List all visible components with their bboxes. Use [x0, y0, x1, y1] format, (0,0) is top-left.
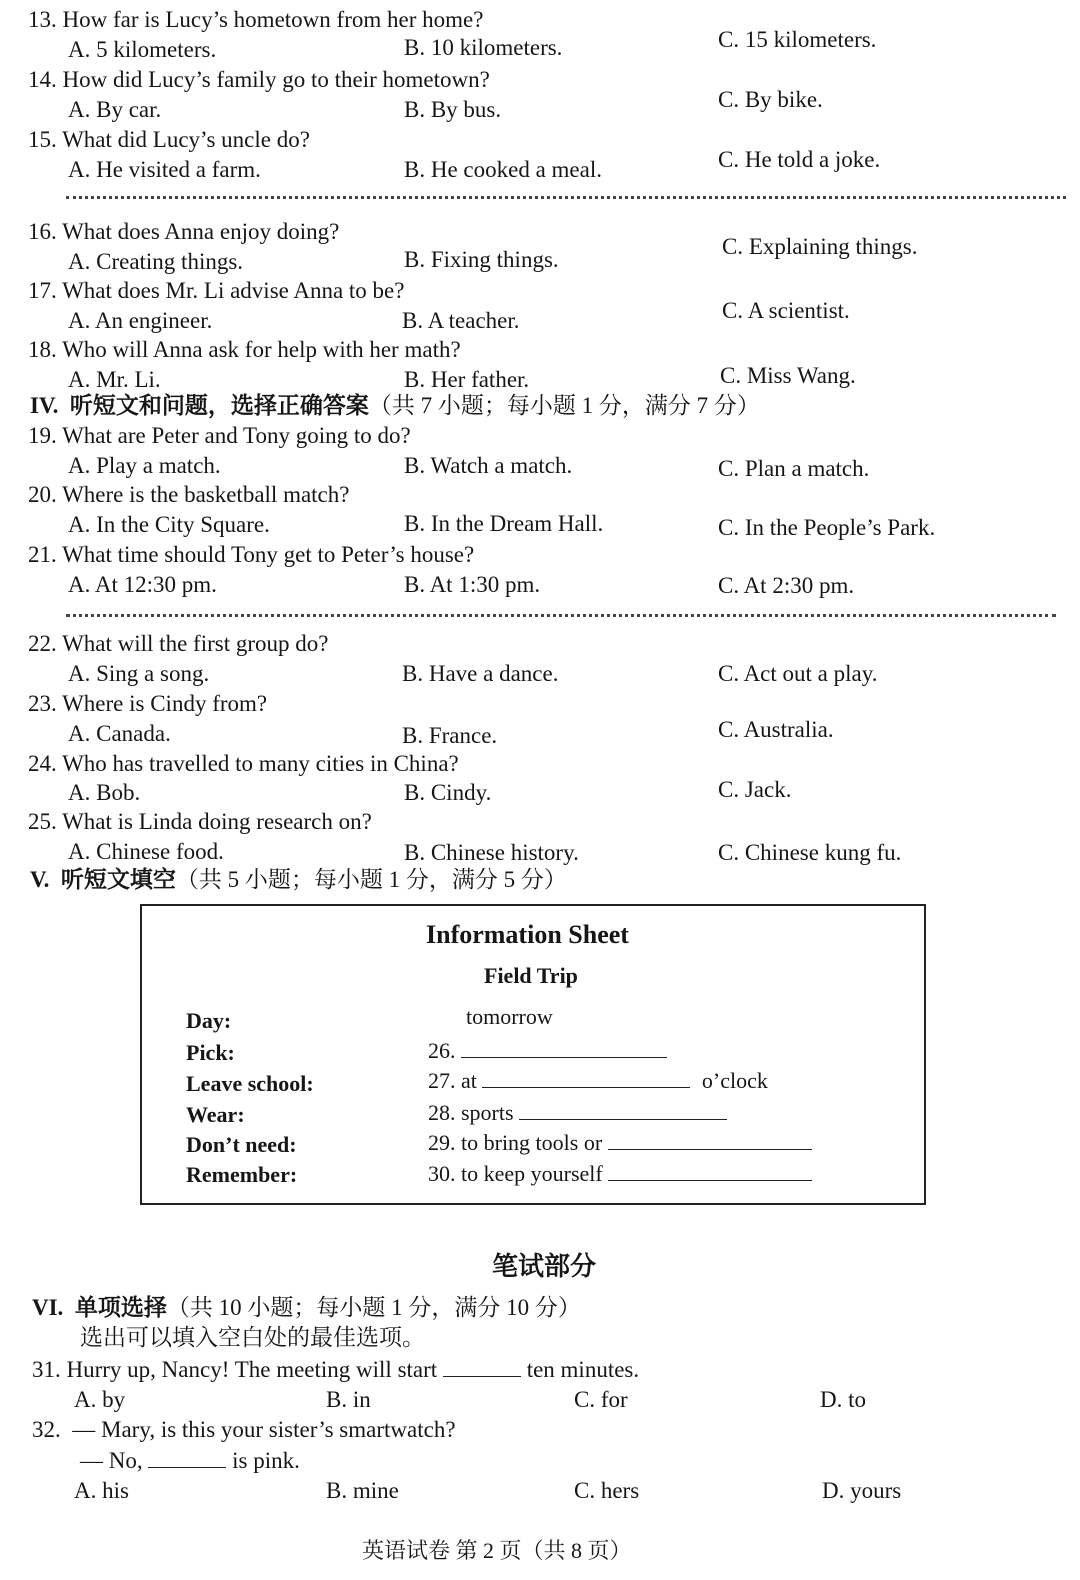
option-c[interactable]: C. Australia.: [718, 717, 834, 742]
option-b[interactable]: B. France.: [402, 723, 498, 748]
answer-blank-31[interactable]: [443, 1356, 521, 1377]
section-vi-heading: VI. 单项选择（共 10 小题；每小题 1 分，满分 10 分）: [32, 1295, 581, 1320]
option-a[interactable]: A. Mr. Li.: [68, 367, 161, 392]
answer-blank-27[interactable]: [482, 1067, 690, 1088]
option-c[interactable]: C. A scientist.: [722, 298, 850, 323]
question-stem: 21. What time should Tony get to Peter’s house?: [28, 542, 475, 567]
option-a[interactable]: A. An engineer.: [68, 308, 213, 333]
option-a[interactable]: A. In the City Square.: [68, 512, 270, 537]
row-label-pick: Pick:: [186, 1040, 235, 1065]
option-c[interactable]: C. At 2:30 pm.: [718, 573, 855, 598]
question-stem: 15. What did Lucy’s uncle do?: [28, 127, 310, 152]
written-part-heading: 笔试部分: [492, 1252, 597, 1281]
option-b[interactable]: B. Have a dance.: [402, 661, 559, 686]
row-label-remember: Remember:: [186, 1162, 298, 1187]
option-c[interactable]: C. for: [574, 1387, 628, 1412]
option-c[interactable]: C. 15 kilometers.: [718, 27, 877, 52]
option-a[interactable]: A. By car.: [68, 97, 162, 122]
answer-blank-28[interactable]: [519, 1099, 727, 1120]
option-b[interactable]: B. At 1:30 pm.: [404, 572, 541, 597]
info-sheet-subtitle: Field Trip: [484, 963, 578, 988]
information-sheet-box: [140, 904, 926, 1205]
question-stem: 19. What are Peter and Tony going to do?: [28, 423, 411, 448]
question-stem: 14. How did Lucy’s family go to their hometown?: [28, 67, 490, 92]
answer-blank-30[interactable]: [608, 1160, 812, 1181]
row-blank-29: 29. to bring tools or: [428, 1129, 812, 1156]
question-stem: 23. Where is Cindy from?: [28, 691, 268, 716]
question-stem: 31. Hurry up, Nancy! The meeting will start ten minutes.: [32, 1357, 640, 1382]
option-b[interactable]: B. In the Dream Hall.: [404, 511, 604, 536]
row-blank-28: 28. sports: [428, 1099, 727, 1126]
option-b[interactable]: B. Her father.: [404, 367, 530, 392]
option-a[interactable]: A. by: [74, 1387, 126, 1412]
option-a[interactable]: A. Play a match.: [68, 453, 221, 478]
option-a[interactable]: A. Creating things.: [68, 249, 244, 274]
option-b[interactable]: B. 10 kilometers.: [404, 35, 563, 60]
answer-blank-32[interactable]: [148, 1447, 226, 1468]
row-label-wear: Wear:: [186, 1102, 245, 1127]
option-c[interactable]: C. Chinese kung fu.: [718, 840, 902, 865]
option-b[interactable]: B. He cooked a meal.: [404, 157, 602, 182]
option-c[interactable]: C. hers: [574, 1478, 640, 1503]
option-b[interactable]: B. Watch a match.: [404, 453, 573, 478]
row-value-day: tomorrow: [466, 1004, 553, 1029]
option-c[interactable]: C. Miss Wang.: [720, 363, 856, 388]
info-sheet-title: Information Sheet: [426, 920, 629, 949]
option-c[interactable]: C. Explaining things.: [722, 234, 918, 259]
option-b[interactable]: B. A teacher.: [402, 308, 520, 333]
question-stem: 17. What does Mr. Li advise Anna to be?: [28, 278, 405, 303]
row-label-day: Day:: [186, 1008, 232, 1033]
question-stem: 18. Who will Anna ask for help with her math?: [28, 337, 461, 362]
page-footer: 英语试卷 第 2 页（共 8 页）: [362, 1538, 632, 1563]
option-b[interactable]: B. Chinese history.: [404, 840, 579, 865]
question-stem: 32. — Mary, is this your sister’s smartwatch?: [32, 1417, 456, 1442]
answer-blank-29[interactable]: [608, 1129, 812, 1150]
row-label-dont-need: Don’t need:: [186, 1132, 297, 1157]
dotted-divider: [66, 196, 1066, 199]
section-vi-instruction: 选出可以填入空白处的最佳选项。: [80, 1325, 425, 1350]
option-d[interactable]: D. yours: [822, 1478, 902, 1503]
option-b[interactable]: B. in: [326, 1387, 371, 1412]
question-stem: 25. What is Linda doing research on?: [28, 809, 372, 834]
option-c[interactable]: C. By bike.: [718, 87, 823, 112]
option-c[interactable]: C. Plan a match.: [718, 456, 870, 481]
section-v-heading: V. 听短文填空（共 5 小题；每小题 1 分，满分 5 分）: [30, 867, 567, 892]
option-a[interactable]: A. Chinese food.: [68, 839, 224, 864]
question-stem: 24. Who has travelled to many cities in China?: [28, 751, 459, 776]
option-a[interactable]: A. Sing a song.: [68, 661, 210, 686]
question-stem: 16. What does Anna enjoy doing?: [28, 219, 340, 244]
row-blank-26: 26.: [428, 1037, 667, 1064]
option-b[interactable]: B. Cindy.: [404, 780, 492, 805]
option-d[interactable]: D. to: [820, 1387, 866, 1412]
option-b[interactable]: B. Fixing things.: [404, 247, 559, 272]
option-b[interactable]: B. By bus.: [404, 97, 502, 122]
option-a[interactable]: A. his: [74, 1478, 129, 1503]
answer-blank-26[interactable]: [461, 1037, 667, 1058]
option-a[interactable]: A. Bob.: [68, 780, 141, 805]
option-c[interactable]: C. He told a joke.: [718, 147, 881, 172]
question-reply: — No, is pink.: [80, 1448, 300, 1473]
option-b[interactable]: B. mine: [326, 1478, 399, 1503]
row-blank-30: 30. to keep yourself: [428, 1160, 812, 1187]
option-c[interactable]: C. Jack.: [718, 777, 792, 802]
row-label-leave-school: Leave school:: [186, 1071, 314, 1096]
question-stem: 22. What will the first group do?: [28, 631, 329, 656]
option-c[interactable]: C. In the People’s Park.: [718, 515, 936, 540]
question-stem: 20. Where is the basketball match?: [28, 482, 350, 507]
option-a[interactable]: A. At 12:30 pm.: [68, 572, 217, 597]
section-iv-heading: IV. 听短文和问题，选择正确答案（共 7 小题；每小题 1 分，满分 7 分）: [30, 393, 760, 418]
option-a[interactable]: A. 5 kilometers.: [68, 37, 217, 62]
question-stem: 13. How far is Lucy’s hometown from her home?: [28, 7, 484, 32]
dotted-divider: [66, 614, 1056, 617]
option-a[interactable]: A. He visited a farm.: [68, 157, 261, 182]
row-blank-27: 27. at o’clock: [428, 1068, 768, 1093]
option-a[interactable]: A. Canada.: [68, 721, 171, 746]
option-c[interactable]: C. Act out a play.: [718, 661, 878, 686]
